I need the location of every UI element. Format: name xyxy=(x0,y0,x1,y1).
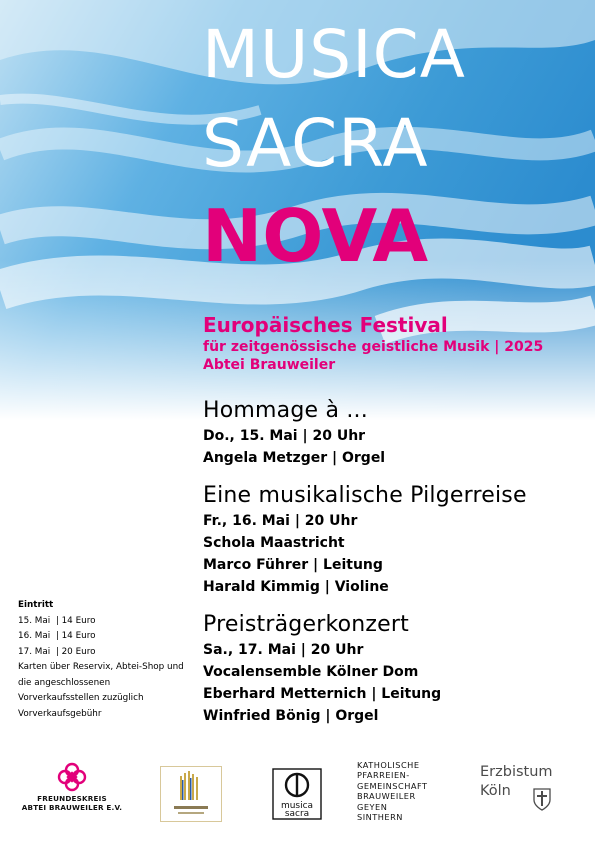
concert-performer: Schola Maastricht xyxy=(203,535,345,551)
quatrefoil-icon xyxy=(57,762,87,792)
title-nova: NOVA xyxy=(202,194,429,278)
concert-2 xyxy=(203,482,527,598)
price-value: | 20 Euro xyxy=(55,646,96,657)
organ-pipes-icon xyxy=(160,766,222,822)
title-sacra: SACRA xyxy=(202,105,429,182)
concert-heading: Hommage à ... xyxy=(203,398,368,423)
festival-venue: Abtei Brauweiler xyxy=(203,357,336,373)
price-row xyxy=(18,614,190,630)
festival-subtitle: für zeitgenössische geistliche Musik | 2025 xyxy=(203,339,544,355)
freundeskreis-logo xyxy=(18,762,126,824)
concert-3 xyxy=(203,611,441,727)
kath-line: SINTHERN xyxy=(357,812,403,823)
kath-line: KATHOLISCHE xyxy=(357,760,420,770)
freundeskreis-line1: FREUNDESKREIS xyxy=(37,794,107,803)
concert-heading: Eine musikalische Pilgerreise xyxy=(203,483,527,508)
svg-text:musica: musica xyxy=(280,801,314,811)
svg-text:sacra: sacra xyxy=(284,809,310,819)
tickets-heading: Eintritt xyxy=(18,600,54,610)
ticket-info xyxy=(18,598,190,722)
musica-sacra-logo-icon xyxy=(272,768,322,820)
concert-performer: Winfried Bönig | Orgel xyxy=(203,708,379,724)
kath-pfarreien-logo xyxy=(357,760,439,822)
concert-performer: Harald Kimmig | Violine xyxy=(203,579,389,595)
price-date: 16. Mai xyxy=(18,631,51,641)
title-musica: MUSICA xyxy=(202,16,466,93)
concert-performer: Eberhard Metternich | Leitung xyxy=(203,686,442,702)
price-row xyxy=(18,629,190,645)
concert-1 xyxy=(203,397,385,469)
presale-note: Karten über Reservix, Abtei-Shop und die angeschlossenen Vorverkaufsstellen zuzüglich Vorverkaufsgebühr xyxy=(18,662,184,719)
concert-date: Fr., 16. Mai | 20 Uhr xyxy=(203,513,358,529)
kath-line: PFARREIEN- xyxy=(357,770,410,781)
price-date: 17. Mai xyxy=(18,646,51,657)
festival-title: Europäisches Festival xyxy=(203,313,448,337)
concert-performer: Marco Führer | Leitung xyxy=(203,557,383,573)
erzbistum-line2: Köln xyxy=(480,783,511,799)
erzbistum-line1: Erzbistum xyxy=(480,764,553,780)
concert-performer: Angela Metzger | Orgel xyxy=(203,450,386,466)
freundeskreis-line2: ABTEI BRAUWEILER E.V. xyxy=(21,803,123,812)
festival-info xyxy=(203,312,543,374)
concert-date: Sa., 17. Mai | 20 Uhr xyxy=(203,642,364,658)
polski-chor-logo xyxy=(160,766,222,822)
concert-performer: Vocalensemble Kölner Dom xyxy=(203,664,419,680)
kath-line: BRAUWEILER xyxy=(357,791,416,802)
musica-sacra-logo xyxy=(272,768,322,820)
kath-line: GEYEN xyxy=(357,801,388,812)
concert-date: Do., 15. Mai | 20 Uhr xyxy=(203,428,366,444)
concert-heading: Preisträgerkonzert xyxy=(203,612,409,637)
kath-line: GEMEINSCHAFT xyxy=(357,780,428,791)
price-date: 15. Mai xyxy=(18,615,51,626)
price-row xyxy=(18,645,190,661)
cross-shield-icon xyxy=(532,786,552,812)
price-value: | 14 Euro xyxy=(55,615,96,626)
erzbistum-koeln-logo xyxy=(480,764,572,824)
price-value: | 14 Euro xyxy=(55,631,96,641)
